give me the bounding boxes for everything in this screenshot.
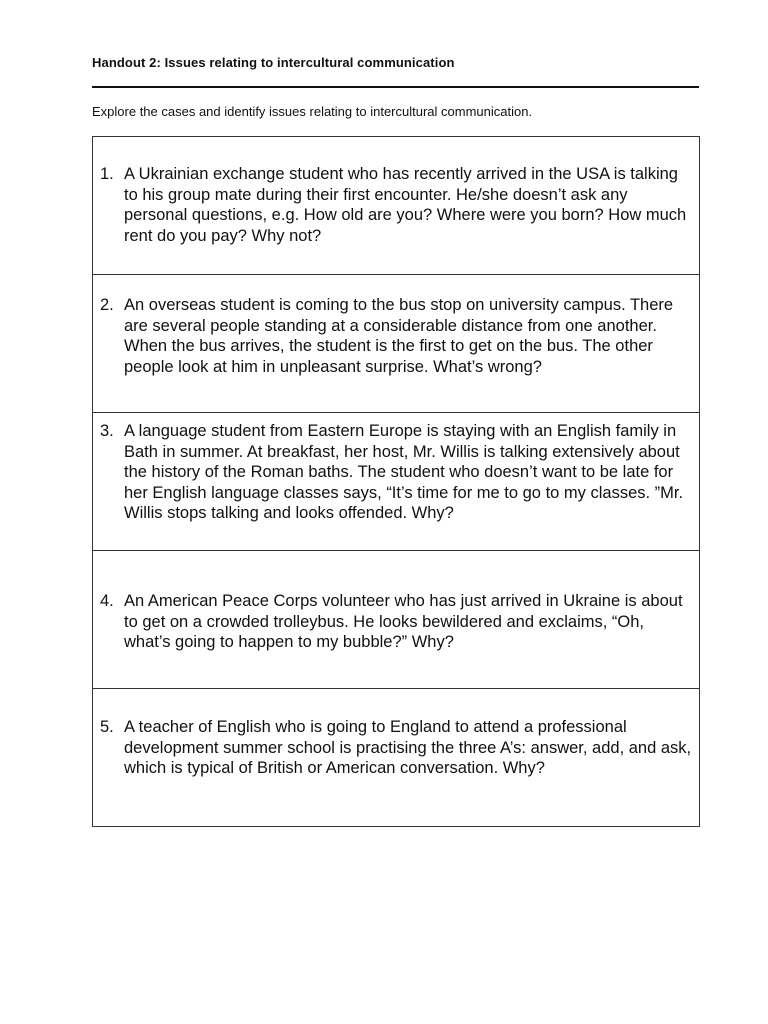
instructions-text: Explore the cases and identify issues relating to intercultural communication. (92, 104, 533, 119)
case-number: 5. (100, 718, 114, 736)
case-number: 3. (100, 422, 114, 440)
case-text: A language student from Eastern Europe is staying with an English family in Bath in summer. At breakfast, her host, Mr. Willis is talking extensively about the history of the Roman baths. The student who doesn’t want to be late for her English language classes says, “It’s time for me to go to my classes. ”Mr. Willis stops talking and looks offended. Why? (124, 422, 684, 523)
case-row-5 (93, 688, 699, 826)
case-text: A teacher of English who is going to England to attend a professional development summer school is practising the three A’s: answer, add, and ask, which is typical of British or American conversation. Why? (124, 718, 692, 778)
case-number: 4. (100, 592, 114, 610)
case-number: 1. (100, 165, 114, 183)
case-row-3 (93, 412, 699, 550)
case-text: An American Peace Corps volunteer who has just arrived in Ukraine is about to get on a crowded trolleybus. He looks bewildered and exclaims, “Oh, what’s going to happen to my bubble?” Why? (124, 592, 683, 652)
handout-title: Handout 2: Issues relating to intercultural communication (92, 55, 455, 70)
case-number: 2. (100, 296, 114, 314)
case-row-4 (93, 550, 699, 688)
case-row-2 (93, 274, 699, 412)
case-row-1 (93, 137, 699, 274)
case-text: A Ukrainian exchange student who has recently arrived in the USA is talking to his group mate during their first encounter. He/she doesn’t ask any personal questions, e.g. How old are you? Where were you born? How much rent do you pay? Why not? (124, 165, 687, 245)
cases-table (92, 136, 700, 827)
title-divider (92, 86, 699, 88)
case-text: An overseas student is coming to the bus stop on university campus. There are several people standing at a considerable distance from one another. When the bus arrives, the student is the first to get on the bus. The other people look at him in unpleasant surprise. What’s wrong? (124, 296, 674, 376)
